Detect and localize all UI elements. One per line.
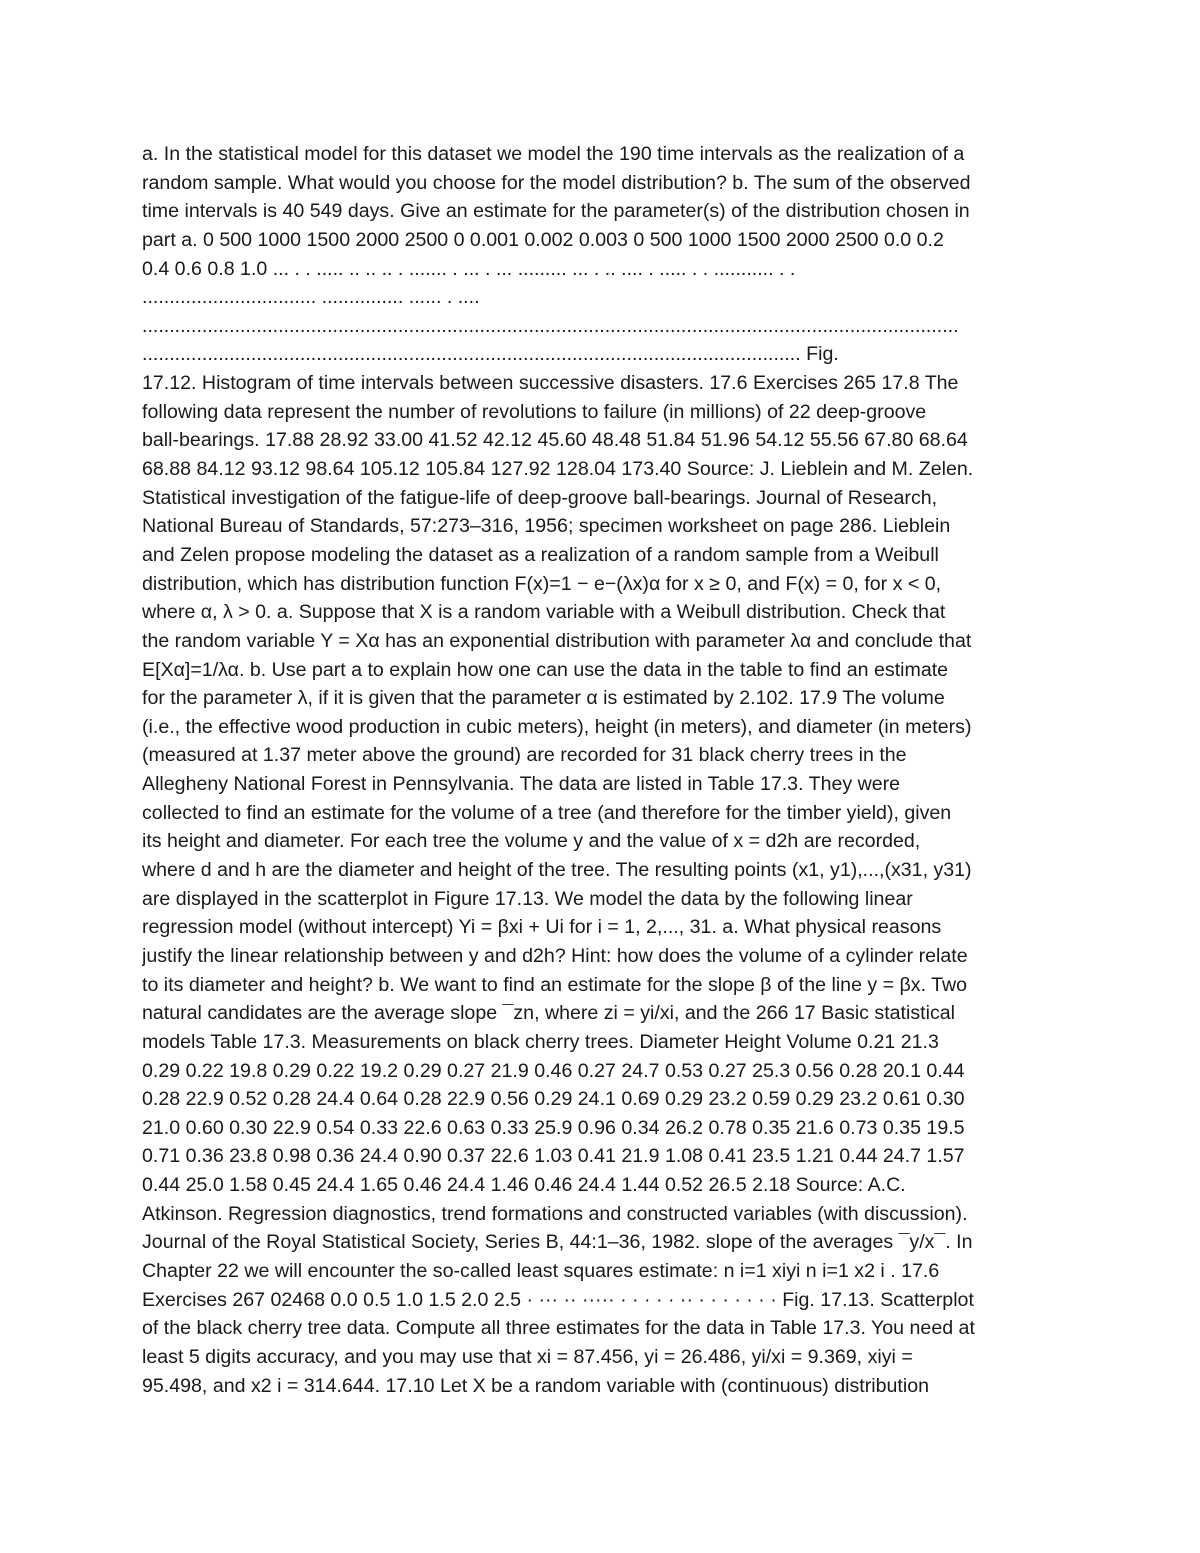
text-line: and Zelen propose modeling the dataset as a realization of a random sample from a Weibull: [142, 543, 939, 566]
text-line: ................................ ............... ...... . ....: [142, 286, 480, 309]
text-line: ball-bearings. 17.88 28.92 33.00 41.52 42.12 45.60 48.48 51.84 51.96 54.12 55.56 67.80 68.64: [142, 429, 968, 452]
text-line: a. In the statistical model for this dataset we model the 190 time intervals as the realization of a: [142, 143, 965, 165]
text-line: for the parameter λ, if it is given that the parameter α is estimated by 2.102. 17.9 The volume: [142, 687, 945, 710]
text-line: Chapter 22 we will encounter the so-called least squares estimate: n i=1 xiyi n i=1 x2 i . 17.6: [142, 1259, 940, 1282]
text-line: ......................................................................................................................................................: [142, 314, 959, 337]
text-line: National Bureau of Standards, 57:273–316, 1956; specimen worksheet on page 286. Lieblein: [142, 515, 951, 538]
text-line: E[Xα]=1/λα. b. Use part a to explain how one can use the data in the table to find an estimate: [142, 658, 949, 681]
text-line: models Table 17.3. Measurements on black cherry trees. Diameter Height Volume 0.21 21.3: [142, 1030, 939, 1053]
text-line: part a. 0 500 1000 1500 2000 2500 0 0.001 0.002 0.003 0 500 1000 1500 2000 2500 0.0 0.2: [142, 228, 944, 251]
text-line: 68.88 84.12 93.12 98.64 105.12 105.84 127.92 128.04 173.40 Source: J. Lieblein and M. Zelen.: [142, 458, 974, 481]
text-line: distribution, which has distribution function F(x)=1 − e−(λx)α for x ≥ 0, and F(x) = 0, for x < 0,: [142, 572, 942, 595]
text-line: of the black cherry tree data. Compute all three estimates for the data in Table 17.3. You need at: [142, 1317, 975, 1340]
text-line: Allegheny National Forest in Pennsylvania. The data are listed in Table 17.3. They were: [142, 773, 901, 796]
text-line: where α, λ > 0. a. Suppose that X is a random variable with a Weibull distribution. Check that: [142, 601, 946, 624]
text-line: collected to find an estimate for the volume of a tree (and therefore for the timber yield), given: [142, 801, 952, 824]
text-line: random sample. What would you choose for the model distribution? b. The sum of the observed: [142, 171, 971, 194]
text-line: justify the linear relationship between y and d2h? Hint: how does the volume of a cylinder relate: [142, 944, 968, 967]
text-line: (measured at 1.37 meter above the ground) are recorded for 31 black cherry trees in the: [142, 744, 907, 767]
text-line: 0.28 22.9 0.52 0.28 24.4 0.64 0.28 22.9 0.56 0.29 24.1 0.69 0.29 23.2 0.59 0.29 23.2 0.61 0.30: [142, 1088, 965, 1111]
text-line: 0.71 0.36 23.8 0.98 0.36 24.4 0.90 0.37 22.6 1.03 0.41 21.9 1.08 0.41 23.5 1.21 0.44 24.7 1.57: [142, 1145, 965, 1168]
text-line: 17.12. Histogram of time intervals between successive disasters. 17.6 Exercises 265 17.8 The: [142, 372, 959, 395]
text-line: regression model (without intercept) Yi = βxi + Ui for i = 1, 2,..., 31. a. What physical reasons: [142, 916, 942, 939]
text-line: following data represent the number of revolutions to failure (in millions) of 22 deep-groove: [142, 400, 927, 423]
text-line: natural candidates are the average slope ¯zn, where zi = yi/xi, and the 266 17 Basic statistical: [142, 1002, 955, 1025]
text-line: Atkinson. Regression diagnostics, trend formations and constructed variables (with discussion).: [142, 1202, 968, 1225]
text-line: 0.29 0.22 19.8 0.29 0.22 19.2 0.29 0.27 21.9 0.46 0.27 24.7 0.53 0.27 25.3 0.56 0.28 20.1 0.44: [142, 1059, 965, 1082]
text-line: Journal of the Royal Statistical Society, Series B, 44:1–36, 1982. slope of the averages ¯y/x¯. In: [142, 1231, 973, 1254]
text-line: the random variable Y = Xα has an exponential distribution with parameter λα and conclude that: [142, 629, 972, 652]
text-line: its height and diameter. For each tree the volume y and the value of x = d2h are recorded,: [142, 830, 921, 853]
text-line: 21.0 0.60 0.30 22.9 0.54 0.33 22.6 0.63 0.33 25.9 0.96 0.34 26.2 0.78 0.35 21.6 0.73 0.35 19.5: [142, 1116, 965, 1139]
text-line: 95.498, and x2 i = 314.644. 17.10 Let X be a random variable with (continuous) distribution: [142, 1374, 929, 1397]
text-line: Statistical investigation of the fatigue-life of deep-groove ball-bearings. Journal of Research,: [142, 486, 938, 509]
text-line: to its diameter and height? b. We want to find an estimate for the slope β of the line y = βx. Two: [142, 973, 968, 996]
text-line: 0.4 0.6 0.8 1.0 ... . . ..... .. .. .. . ....... . ... . ... ......... ... . .. .... . ..... . . ........... . .: [142, 257, 796, 280]
text-line: 0.44 25.0 1.58 0.45 24.4 1.65 0.46 24.4 1.46 0.46 24.4 1.44 0.52 26.5 2.18 Source: A.C.: [142, 1174, 906, 1197]
text-line: least 5 digits accuracy, and you may use that xi = 87.456, yi = 26.486, yi/xi = 9.369, xiyi =: [142, 1345, 913, 1368]
text-line: (i.e., the effective wood production in cubic meters), height (in meters), and diameter (in meters): [142, 715, 972, 738]
text-line: time intervals is 40 549 days. Give an estimate for the parameter(s) of the distribution chosen in: [142, 200, 970, 223]
text-line: where d and h are the diameter and height of the tree. The resulting points (x1, y1),...,(x31, y31): [142, 859, 972, 882]
document-body: [142, 140, 1064, 1400]
text-line: Exercises 267 02468 0.0 0.5 1.0 1.5 2.0 2.5 · ··· ·· ····· · · · · · ·· · · · · · · · Fig. 17.13. Scatterplot: [142, 1288, 974, 1311]
text-line: are displayed in the scatterplot in Figure 17.13. We model the data by the following linear: [142, 887, 913, 910]
text-line: ......................................................................................................................... Fig.: [142, 343, 839, 366]
